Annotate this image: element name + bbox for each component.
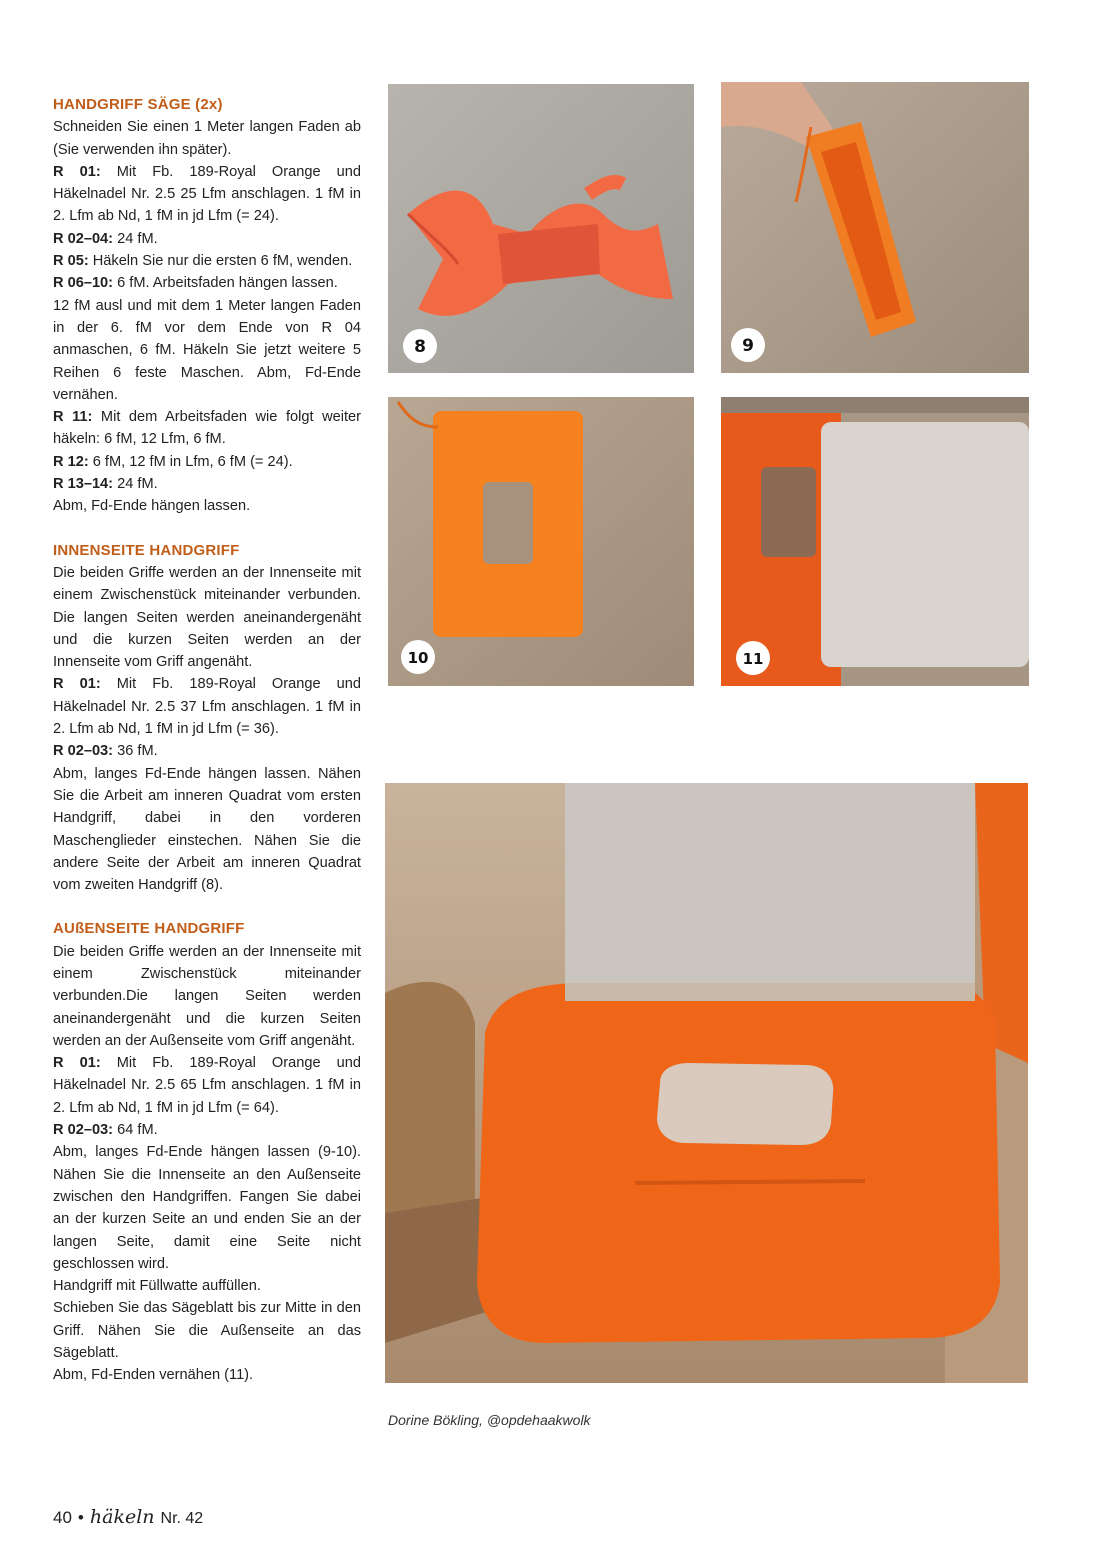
photo-credit: Dorine Bökling, @opdehaakwolk (388, 1412, 591, 1428)
section-title: INNENSEITE HANDGRIFF (53, 541, 240, 559)
paragraph: R 01: Mit Fb. 189-Royal Orange und Häkelnadel Nr. 2.5 65 Lfm anschlagen. 1 fM in 2. Lfm ab Nd, 1 fM in jd Lfm (= 64). (53, 1055, 362, 1116)
photo-step-9 (721, 82, 1029, 373)
crochet-handle-flat-image (388, 397, 694, 686)
page-number: 40 (53, 1508, 72, 1527)
photo-step-11 (721, 397, 1029, 686)
finished-saw-handle-image (385, 783, 1028, 1383)
paragraph: Die beiden Griffe werden an der Innenseite mit einem Zwischenstück miteinander verbunden. Die langen Seiten werden aneinandergenäht und die kurzen Seiten werden an der Innenseite vom Griff angenäht. (53, 564, 361, 671)
paragraph: R 02–03: 36 fM. (53, 743, 158, 760)
paragraph: Schieben Sie das Sägeblatt bis zur Mitte in den Griff. Nähen Sie die Außenseite an das Sägeblatt. (53, 1300, 361, 1362)
photo-step-10 (388, 397, 694, 686)
section-title: AUßENSEITE HANDGRIFF (53, 920, 245, 938)
step-number-badge (403, 329, 437, 363)
paragraph: R 02–04: 24 fM. (53, 230, 158, 247)
issue-number: Nr. 42 (160, 1510, 204, 1527)
paragraph: R 11: Mit dem Arbeitsfaden wie folgt weiter häkeln: 6 fM, 12 Lfm, 6 fM. (53, 409, 361, 448)
paragraph: Schneiden Sie einen 1 Meter langen Faden ab (Sie verwenden ihn später). (53, 119, 361, 158)
section-aussenseite-handgriff (53, 918, 361, 1386)
svg-text:8: 8 (414, 337, 426, 357)
step-number-badge (731, 328, 765, 362)
step-number-badge (401, 640, 435, 674)
page-footer (53, 1506, 203, 1528)
section-title: HANDGRIFF SÄGE (2x) (53, 96, 223, 113)
crochet-tube-hand-image (721, 82, 1029, 373)
svg-text:10: 10 (407, 649, 429, 667)
paragraph: R 13–14: 24 fM. (53, 476, 158, 493)
paragraph: R 01: Mit Fb. 189-Royal Orange und Häkelnadel Nr. 2.5 25 Lfm anschlagen. 1 fM in 2. Lfm ab Nd, 1 fM in jd Lfm (= 24). (53, 163, 362, 225)
svg-text:9: 9 (742, 336, 754, 356)
paragraph: R 02–03: 64 fM. (53, 1122, 158, 1139)
crochet-handle-with-blade-image (721, 397, 1029, 686)
crochet-twisted-strip-image (388, 84, 694, 373)
paragraph: Abm, Fd-Enden vernähen (11). (53, 1367, 254, 1384)
footer-bullet: • (77, 1508, 84, 1527)
paragraph: Die beiden Griffe werden an der Innenseite mit einem Zwischenstück miteinander verbunden.Die langen Seiten werden aneinandergenäht und die kurzen Seiten werden an der Außenseite vom Griff angenäht. (53, 943, 361, 1049)
photo-step-8 (388, 84, 694, 373)
paragraph: Abm, Fd-Ende hängen lassen. (53, 498, 251, 515)
paragraph: Abm, langes Fd-Ende hängen lassen. Nähen Sie die Arbeit am inneren Quadrat vom ersten Handgriff, dabei in den vorderen Maschenglieder einstechen. Nähen Sie die andere Seite der Arbeit am inneren Quadrat vom zweiten Handgriff (8). (53, 765, 361, 894)
paragraph: Handgriff mit Füllwatte auffüllen. (53, 1278, 261, 1295)
paragraph: R 05: Häkeln Sie nur die ersten 6 fM, wenden. (53, 253, 353, 270)
photo-finished-handle (385, 783, 1028, 1383)
instructions-column (53, 94, 361, 1409)
svg-text:11: 11 (742, 650, 764, 668)
section-handgriff-saege (53, 94, 361, 518)
paragraph: Abm, langes Fd-Ende hängen lassen (9-10). Nähen Sie die Innenseite an den Außenseite zwischen den Handgriffen. Fangen Sie dabei an der kurzen Seite an und enden Sie an der langen Seite, damit eine Seite nicht geschlossen wird. (53, 1144, 361, 1272)
section-innenseite-handgriff (53, 540, 361, 897)
paragraph: 12 fM ausl und mit dem 1 Meter langen Faden in der 6. fM vor dem Ende von R 04 anmaschen, 6 fM. Häkeln Sie jetzt weitere 5 Reihen 6 feste Maschen. Abm, Fd-Ende vernähen. (53, 297, 361, 403)
paragraph: R 01: Mit Fb. 189-Royal Orange und Häkelnadel Nr. 2.5 37 Lfm anschlagen. 1 fM in 2. Lfm ab Nd, 1 fM in jd Lfm (= 36). (53, 676, 362, 738)
paragraph: R 12: 6 fM, 12 fM in Lfm, 6 fM (= 24). (53, 453, 293, 470)
step-number-badge (736, 641, 770, 675)
magazine-brand: häkeln (89, 1506, 155, 1528)
paragraph: R 06–10: 6 fM. Arbeitsfaden hängen lassen. (53, 275, 338, 292)
